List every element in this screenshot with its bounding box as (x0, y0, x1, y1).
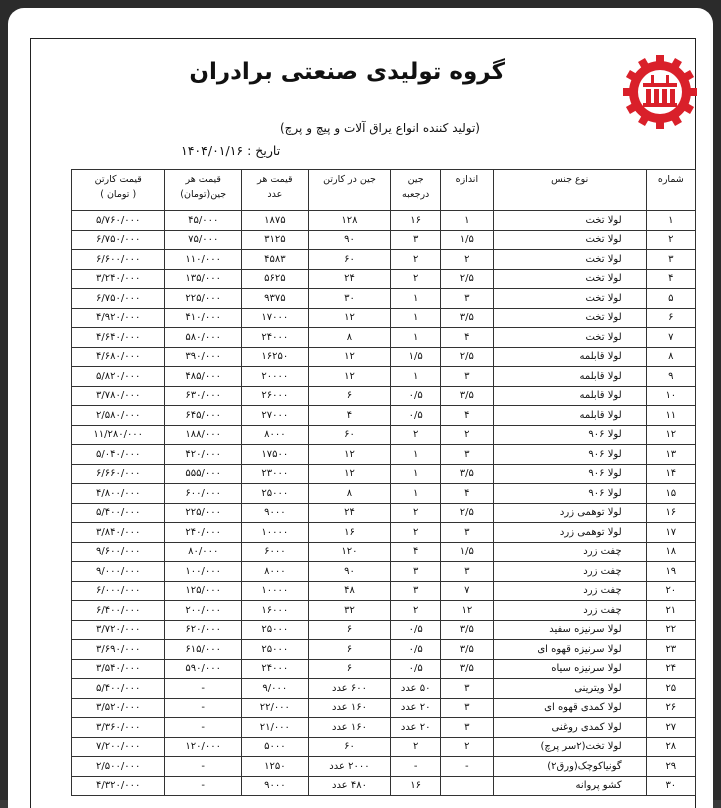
cell-carton-price: ۳/۳۶۰/۰۰۰ (72, 718, 165, 738)
cell-dozen-in-carton: ۶۰۰ عدد (308, 679, 391, 699)
price-list-document (30, 38, 696, 808)
cell-unit-price: ۱۲۵۰ (242, 757, 309, 777)
cell-num: ۲ (646, 230, 695, 250)
table-row (72, 757, 696, 777)
cell-num: ۳۰ (646, 776, 695, 796)
cell-dozen-per-box: ۲ (391, 601, 441, 621)
cell-dozen-in-carton: ۶ (308, 659, 391, 679)
cell-num: ۲۹ (646, 757, 695, 777)
cell-carton-price: ۶/۷۵۰/۰۰۰ (72, 230, 165, 250)
table-row (72, 718, 696, 738)
cell-num: ۱ (646, 211, 695, 231)
cell-num: ۶ (646, 308, 695, 328)
cell-num: ۷ (646, 328, 695, 348)
cell-dozen-in-carton: ۱۶۰ عدد (308, 718, 391, 738)
cell-unit-price: ۲۶۰۰۰ (242, 386, 309, 406)
date-label: تاریخ : (247, 143, 281, 158)
cell-size: ۴ (441, 328, 494, 348)
cell-dozen-in-carton: ۴ (308, 406, 391, 426)
cell-dozen-per-box: - (391, 757, 441, 777)
table-row (72, 776, 696, 796)
cell-unit-price: ۶۰۰۰ (242, 542, 309, 562)
cell-dozen-in-carton: ۱۲۰ (308, 542, 391, 562)
table-row (72, 445, 696, 465)
cell-dozen-in-carton: ۶۰ (308, 425, 391, 445)
cell-size: ۱۲ (441, 601, 494, 621)
cell-dozen-per-box: ۳ (391, 562, 441, 582)
cell-size: ۲ (441, 737, 494, 757)
cell-type: لولا سرنیزه سفید (493, 620, 646, 640)
cell-type: لولا ویترینی (493, 679, 646, 699)
cell-num: ۳ (646, 250, 695, 270)
cell-size (441, 776, 494, 796)
table-row (72, 250, 696, 270)
cell-size: ۴ (441, 406, 494, 426)
cell-carton-price: ۶/۷۵۰/۰۰۰ (72, 289, 165, 309)
cell-dozen-price: ۲۲۵/۰۰۰ (165, 289, 242, 309)
table-row (72, 523, 696, 543)
company-title: گروه تولیدی صنعتی برادران (189, 59, 505, 85)
cell-dozen-in-carton: ۲۰۰۰ عدد (308, 757, 391, 777)
cell-type: لولا تخت (493, 328, 646, 348)
cell-dozen-in-carton: ۱۶۰ عدد (308, 698, 391, 718)
cell-type: لولا ۹۰۶ (493, 445, 646, 465)
table-row (72, 347, 696, 367)
cell-num: ۲۱ (646, 601, 695, 621)
cell-dozen-price: - (165, 718, 242, 738)
table-row (72, 601, 696, 621)
cell-size: ۳/۵ (441, 308, 494, 328)
cell-size: ۳ (441, 523, 494, 543)
cell-carton-price: ۴/۳۲۰/۰۰۰ (72, 776, 165, 796)
table-row (72, 289, 696, 309)
cell-unit-price: ۲۴۰۰۰ (242, 659, 309, 679)
cell-dozen-in-carton: ۱۲ (308, 347, 391, 367)
cell-dozen-per-box: ۰/۵ (391, 620, 441, 640)
cell-num: ۱۴ (646, 464, 695, 484)
header-dozen-price: قیمت هر جین(تومان) (165, 170, 242, 211)
date-value: ۱۴۰۴/۰۱/۱۶ (181, 143, 244, 158)
cell-unit-price: ۲۵۰۰۰ (242, 484, 309, 504)
cell-type: لولا تخت (493, 308, 646, 328)
cell-type: لولا تخت (493, 230, 646, 250)
cell-dozen-per-box: ۲۰ عدد (391, 698, 441, 718)
cell-unit-price: ۲۵۰۰۰ (242, 620, 309, 640)
cell-dozen-per-box: ۱ (391, 308, 441, 328)
cell-carton-price: ۷/۲۰۰/۰۰۰ (72, 737, 165, 757)
cell-type: چفت زرد (493, 562, 646, 582)
cell-type: لولا ۹۰۶ (493, 484, 646, 504)
cell-type: لولا تخت (493, 269, 646, 289)
cell-dozen-per-box: ۱ (391, 445, 441, 465)
price-table (71, 169, 696, 796)
document-date (181, 143, 280, 158)
cell-carton-price: ۲/۵۸۰/۰۰۰ (72, 406, 165, 426)
cell-size: ۳ (441, 289, 494, 309)
cell-carton-price: ۶/۶۰۰/۰۰۰ (72, 250, 165, 270)
cell-dozen-per-box: ۲۰ عدد (391, 718, 441, 738)
cell-size: ۷ (441, 581, 494, 601)
cell-size: ۳/۵ (441, 464, 494, 484)
cell-dozen-per-box: ۱۶ (391, 211, 441, 231)
cell-dozen-per-box: ۲ (391, 503, 441, 523)
cell-unit-price: ۱۸۷۵ (242, 211, 309, 231)
cell-type: لولا تخت(۲سر پرچ) (493, 737, 646, 757)
table-row (72, 698, 696, 718)
cell-type: لولا قابلمه (493, 367, 646, 387)
cell-dozen-price: ۶۴۵/۰۰۰ (165, 406, 242, 426)
cell-carton-price: ۵/۴۰۰/۰۰۰ (72, 503, 165, 523)
cell-carton-price: ۹/۰۰۰/۰۰۰ (72, 562, 165, 582)
cell-carton-price: ۶/۶۶۰/۰۰۰ (72, 464, 165, 484)
cell-num: ۲۶ (646, 698, 695, 718)
table-row (72, 367, 696, 387)
cell-dozen-price: ۸۰/۰۰۰ (165, 542, 242, 562)
cell-num: ۲۷ (646, 718, 695, 738)
table-row (72, 640, 696, 660)
cell-dozen-in-carton: ۹۰ (308, 230, 391, 250)
cell-type: لولا کمدی روغنی (493, 718, 646, 738)
cell-type: چفت زرد (493, 542, 646, 562)
cell-unit-price: ۹۰۰۰ (242, 503, 309, 523)
cell-size: ۱/۵ (441, 542, 494, 562)
cell-dozen-in-carton: ۱۲ (308, 464, 391, 484)
cell-dozen-per-box: ۰/۵ (391, 659, 441, 679)
cell-carton-price: ۳/۸۴۰/۰۰۰ (72, 523, 165, 543)
cell-unit-price: ۴۵۸۳ (242, 250, 309, 270)
cell-dozen-per-box: ۳ (391, 230, 441, 250)
cell-carton-price: ۲/۵۰۰/۰۰۰ (72, 757, 165, 777)
header-size: اندازه (441, 170, 494, 211)
cell-size: ۳/۵ (441, 640, 494, 660)
cell-num: ۲۴ (646, 659, 695, 679)
cell-dozen-price: ۶۱۵/۰۰۰ (165, 640, 242, 660)
cell-dozen-in-carton: ۳۰ (308, 289, 391, 309)
cell-unit-price: ۵۶۲۵ (242, 269, 309, 289)
document-sheet (8, 8, 713, 808)
cell-unit-price: ۱۶۲۵۰ (242, 347, 309, 367)
cell-size: ۳ (441, 367, 494, 387)
cell-unit-price: ۹۰۰۰ (242, 776, 309, 796)
cell-carton-price: ۳/۵۴۰/۰۰۰ (72, 659, 165, 679)
cell-type: لولا تخت (493, 250, 646, 270)
cell-dozen-price: ۴۱۰/۰۰۰ (165, 308, 242, 328)
cell-size: ۳ (441, 718, 494, 738)
cell-type: چفت زرد (493, 601, 646, 621)
cell-unit-price: ۲۰۰۰۰ (242, 367, 309, 387)
cell-dozen-price: ۲۰۰/۰۰۰ (165, 601, 242, 621)
cell-dozen-in-carton: ۱۲ (308, 308, 391, 328)
cell-carton-price: ۳/۷۸۰/۰۰۰ (72, 386, 165, 406)
cell-unit-price: ۲۴۰۰۰ (242, 328, 309, 348)
header-dozen-per-box: جین درجعبه (391, 170, 441, 211)
cell-num: ۱۳ (646, 445, 695, 465)
cell-num: ۱۷ (646, 523, 695, 543)
cell-num: ۲۰ (646, 581, 695, 601)
cell-dozen-in-carton: ۱۲ (308, 445, 391, 465)
cell-dozen-price: ۶۳۰/۰۰۰ (165, 386, 242, 406)
cell-type: کشو پروانه (493, 776, 646, 796)
cell-unit-price: ۱۰۰۰۰ (242, 581, 309, 601)
table-row (72, 425, 696, 445)
cell-dozen-per-box: ۱ (391, 328, 441, 348)
cell-dozen-price: ۲۲۵/۰۰۰ (165, 503, 242, 523)
cell-dozen-in-carton: ۹۰ (308, 562, 391, 582)
cell-carton-price: ۳/۷۲۰/۰۰۰ (72, 620, 165, 640)
table-row (72, 542, 696, 562)
cell-num: ۹ (646, 367, 695, 387)
cell-dozen-price: ۷۵/۰۰۰ (165, 230, 242, 250)
cell-size: ۲/۵ (441, 269, 494, 289)
cell-carton-price: ۹/۶۰۰/۰۰۰ (72, 542, 165, 562)
cell-dozen-in-carton: ۱۲ (308, 367, 391, 387)
cell-dozen-price: ۳۹۰/۰۰۰ (165, 347, 242, 367)
cell-dozen-in-carton: ۳۲ (308, 601, 391, 621)
table-row (72, 308, 696, 328)
cell-unit-price: ۵۰۰۰ (242, 737, 309, 757)
cell-unit-price: ۹۳۷۵ (242, 289, 309, 309)
table-row (72, 659, 696, 679)
cell-carton-price: ۴/۹۲۰/۰۰۰ (72, 308, 165, 328)
cell-num: ۱۸ (646, 542, 695, 562)
cell-type: لولا سرنیزه سیاه (493, 659, 646, 679)
cell-dozen-price: ۴۸۵/۰۰۰ (165, 367, 242, 387)
cell-dozen-in-carton: ۲۴ (308, 269, 391, 289)
cell-size: ۲/۵ (441, 503, 494, 523)
cell-dozen-price: ۱۲۰/۰۰۰ (165, 737, 242, 757)
table-row (72, 679, 696, 699)
table-row (72, 406, 696, 426)
cell-dozen-price: ۴۵/۰۰۰ (165, 211, 242, 231)
cell-carton-price: ۶/۰۰۰/۰۰۰ (72, 581, 165, 601)
cell-dozen-price: - (165, 757, 242, 777)
cell-carton-price: ۴/۶۴۰/۰۰۰ (72, 328, 165, 348)
cell-dozen-per-box: ۰/۵ (391, 386, 441, 406)
cell-dozen-price: ۶۲۰/۰۰۰ (165, 620, 242, 640)
cell-type: لولا توهمی زرد (493, 523, 646, 543)
cell-carton-price: ۴/۸۰۰/۰۰۰ (72, 484, 165, 504)
cell-carton-price: ۵/۰۴۰/۰۰۰ (72, 445, 165, 465)
cell-size: ۳/۵ (441, 659, 494, 679)
cell-unit-price: ۱۶۰۰۰ (242, 601, 309, 621)
cell-dozen-per-box: ۱/۵ (391, 347, 441, 367)
cell-dozen-price: ۶۰۰/۰۰۰ (165, 484, 242, 504)
cell-type: لولا تخت (493, 211, 646, 231)
header-carton-price: قیمت کارتن ( تومان ) (72, 170, 165, 211)
cell-num: ۲۸ (646, 737, 695, 757)
table-header-row (72, 170, 696, 211)
cell-size: ۳ (441, 445, 494, 465)
cell-dozen-per-box: ۱ (391, 464, 441, 484)
cell-num: ۲۲ (646, 620, 695, 640)
cell-dozen-price: ۵۵۵/۰۰۰ (165, 464, 242, 484)
cell-carton-price: ۵/۴۰۰/۰۰۰ (72, 679, 165, 699)
cell-dozen-price: - (165, 679, 242, 699)
table-row (72, 464, 696, 484)
table-row (72, 562, 696, 582)
cell-unit-price: ۹/۰۰۰ (242, 679, 309, 699)
cell-type: لولا قابلمه (493, 406, 646, 426)
cell-type: لولا ۹۰۶ (493, 464, 646, 484)
cell-dozen-per-box: ۲ (391, 737, 441, 757)
cell-type: لولا قابلمه (493, 347, 646, 367)
cell-dozen-per-box: ۱۶ (391, 776, 441, 796)
cell-size: ۲ (441, 425, 494, 445)
cell-unit-price: ۱۷۰۰۰ (242, 308, 309, 328)
table-row (72, 386, 696, 406)
cell-dozen-per-box: ۰/۵ (391, 640, 441, 660)
cell-num: ۱۶ (646, 503, 695, 523)
table-row (72, 503, 696, 523)
cell-dozen-per-box: ۰/۵ (391, 406, 441, 426)
cell-unit-price: ۳۱۲۵ (242, 230, 309, 250)
table-row (72, 737, 696, 757)
cell-dozen-price: ۵۹۰/۰۰۰ (165, 659, 242, 679)
cell-type: لولا تخت (493, 289, 646, 309)
cell-dozen-in-carton: ۱۲۸ (308, 211, 391, 231)
cell-size: ۳ (441, 562, 494, 582)
cell-unit-price: ۱۷۵۰۰ (242, 445, 309, 465)
cell-carton-price: ۳/۶۹۰/۰۰۰ (72, 640, 165, 660)
cell-dozen-per-box: ۱ (391, 289, 441, 309)
cell-dozen-per-box: ۲ (391, 269, 441, 289)
cell-num: ۲۵ (646, 679, 695, 699)
cell-dozen-price: ۱۳۵/۰۰۰ (165, 269, 242, 289)
cell-num: ۴ (646, 269, 695, 289)
cell-carton-price: ۳/۲۴۰/۰۰۰ (72, 269, 165, 289)
cell-dozen-per-box: ۳ (391, 581, 441, 601)
cell-size: ۱/۵ (441, 230, 494, 250)
cell-dozen-in-carton: ۸ (308, 484, 391, 504)
header-unit-price: قیمت هر عدد (242, 170, 309, 211)
cell-num: ۲۳ (646, 640, 695, 660)
cell-carton-price: ۱۱/۲۸۰/۰۰۰ (72, 425, 165, 445)
cell-num: ۱۵ (646, 484, 695, 504)
cell-size: ۳ (441, 679, 494, 699)
cell-size: - (441, 757, 494, 777)
cell-size: ۱ (441, 211, 494, 231)
cell-type: لولا سرنیزه قهوه ای (493, 640, 646, 660)
cell-unit-price: ۲۱/۰۰۰ (242, 718, 309, 738)
cell-dozen-in-carton: ۶۰ (308, 250, 391, 270)
cell-size: ۳/۵ (441, 620, 494, 640)
cell-unit-price: ۲۲/۰۰۰ (242, 698, 309, 718)
cell-num: ۸ (646, 347, 695, 367)
header-num: شماره (646, 170, 695, 211)
table-row (72, 620, 696, 640)
cell-type: لولا قابلمه (493, 386, 646, 406)
cell-dozen-in-carton: ۶۰ (308, 737, 391, 757)
cell-dozen-per-box: ۵۰ عدد (391, 679, 441, 699)
table-row (72, 211, 696, 231)
cell-dozen-per-box: ۲ (391, 523, 441, 543)
table-row (72, 581, 696, 601)
cell-unit-price: ۸۰۰۰ (242, 562, 309, 582)
cell-dozen-per-box: ۲ (391, 250, 441, 270)
cell-carton-price: ۴/۶۸۰/۰۰۰ (72, 347, 165, 367)
cell-unit-price: ۲۳۰۰۰ (242, 464, 309, 484)
company-logo (621, 53, 699, 131)
cell-size: ۲/۵ (441, 347, 494, 367)
table-row (72, 230, 696, 250)
cell-dozen-in-carton: ۴۸ (308, 581, 391, 601)
cell-dozen-in-carton: ۸ (308, 328, 391, 348)
cell-dozen-in-carton: ۴۸۰ عدد (308, 776, 391, 796)
cell-dozen-price: ۵۸۰/۰۰۰ (165, 328, 242, 348)
cell-unit-price: ۲۵۰۰۰ (242, 640, 309, 660)
cell-dozen-per-box: ۱ (391, 367, 441, 387)
table-row (72, 269, 696, 289)
cell-dozen-price: ۱۰۰/۰۰۰ (165, 562, 242, 582)
cell-type: گونیاکوچک(ورق۲) (493, 757, 646, 777)
table-row (72, 484, 696, 504)
cell-unit-price: ۲۷۰۰۰ (242, 406, 309, 426)
cell-size: ۳ (441, 698, 494, 718)
cell-num: ۵ (646, 289, 695, 309)
cell-num: ۱۹ (646, 562, 695, 582)
cell-dozen-in-carton: ۲۴ (308, 503, 391, 523)
cell-dozen-price: - (165, 776, 242, 796)
cell-dozen-price: ۲۴۰/۰۰۰ (165, 523, 242, 543)
cell-dozen-per-box: ۴ (391, 542, 441, 562)
cell-carton-price: ۵/۷۶۰/۰۰۰ (72, 211, 165, 231)
cell-carton-price: ۵/۸۲۰/۰۰۰ (72, 367, 165, 387)
cell-dozen-in-carton: ۶ (308, 640, 391, 660)
header-type: نوع جنس (493, 170, 646, 211)
cell-dozen-in-carton: ۶ (308, 620, 391, 640)
cell-dozen-in-carton: ۶ (308, 386, 391, 406)
header-dozen-in-carton: جین در کارتن (308, 170, 391, 211)
cell-unit-price: ۱۰۰۰۰ (242, 523, 309, 543)
cell-dozen-price: ۴۲۰/۰۰۰ (165, 445, 242, 465)
cell-dozen-in-carton: ۱۶ (308, 523, 391, 543)
cell-num: ۱۲ (646, 425, 695, 445)
cell-type: لولا توهمی زرد (493, 503, 646, 523)
cell-size: ۳/۵ (441, 386, 494, 406)
cell-carton-price: ۳/۵۲۰/۰۰۰ (72, 698, 165, 718)
table-row (72, 328, 696, 348)
cell-dozen-price: ۱۸۸/۰۰۰ (165, 425, 242, 445)
company-subtitle: (تولید کننده انواع یراق آلات و پیچ و پرچ) (280, 121, 480, 135)
cell-size: ۴ (441, 484, 494, 504)
cell-type: لولا ۹۰۶ (493, 425, 646, 445)
cell-carton-price: ۶/۴۰۰/۰۰۰ (72, 601, 165, 621)
cell-dozen-per-box: ۲ (391, 425, 441, 445)
cell-dozen-price: - (165, 698, 242, 718)
cell-type: لولا کمدی قهوه ای (493, 698, 646, 718)
cell-dozen-per-box: ۱ (391, 484, 441, 504)
cell-num: ۱۰ (646, 386, 695, 406)
table-body (72, 211, 696, 796)
cell-dozen-price: ۱۲۵/۰۰۰ (165, 581, 242, 601)
cell-num: ۱۱ (646, 406, 695, 426)
cell-unit-price: ۸۰۰۰ (242, 425, 309, 445)
cell-size: ۲ (441, 250, 494, 270)
cell-dozen-price: ۱۱۰/۰۰۰ (165, 250, 242, 270)
cell-type: چفت زرد (493, 581, 646, 601)
